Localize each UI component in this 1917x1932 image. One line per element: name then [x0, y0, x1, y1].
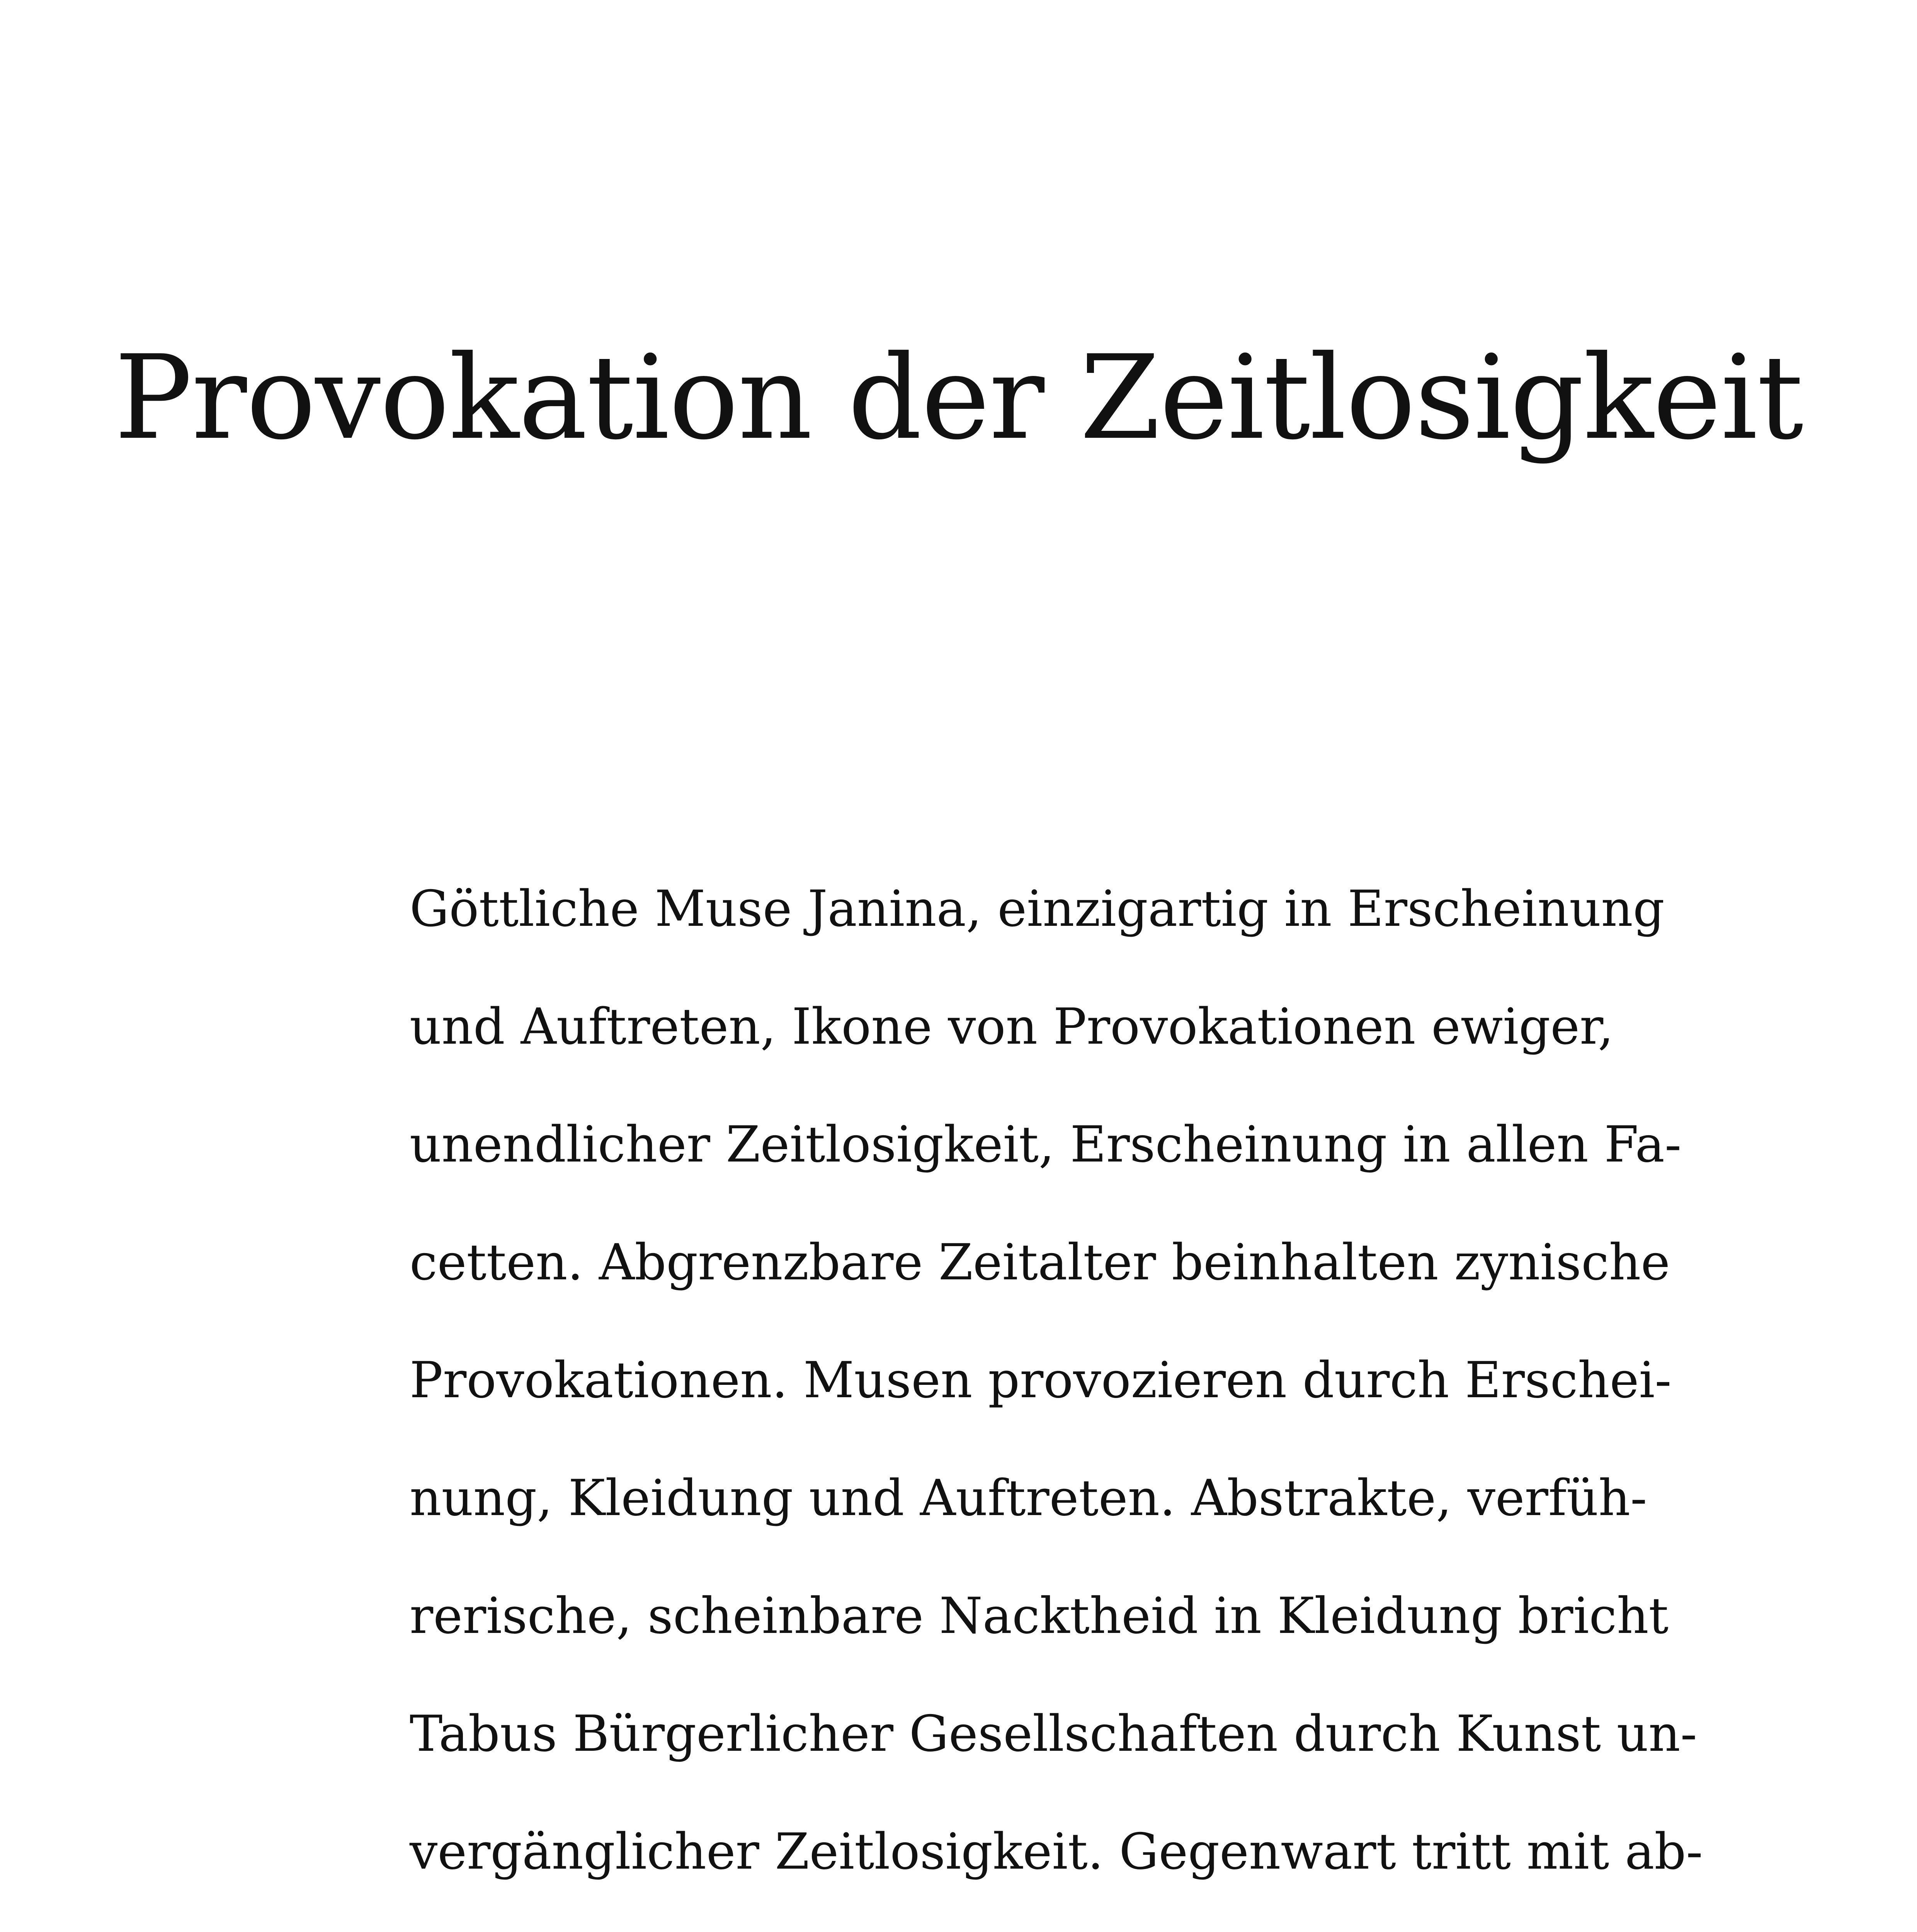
- paragraph-line: vergänglicher Zeitlosigkeit. Gegenwart tritt mit ab-: [410, 1823, 1703, 1881]
- paragraph-line: Tabus Bürgerlicher Gesellschaften durch Kunst un-: [410, 1705, 1697, 1763]
- paragraph-line: [410, 1911, 1538, 1932]
- page-title: Provokation der Zeitlosigkeit: [114, 330, 1803, 465]
- paragraph-line: cetten. Abgrenzbare Zeitalter beinhalten zynische: [410, 1234, 1670, 1291]
- paragraph-line: rerische, scheinbare Nacktheid in Kleidung bricht: [410, 1587, 1669, 1645]
- body-paragraph: [410, 850, 1703, 1932]
- paragraph-line: Göttliche Muse Janina, einzigartig in Erscheinung: [410, 880, 1665, 938]
- paragraph-line: nung, Kleidung und Auftreten. Abstrakte, verfüh-: [410, 1469, 1647, 1527]
- paragraph-line: und Auftreten, Ikone von Provokationen ewiger,: [410, 998, 1614, 1056]
- paragraph-line: unendlicher Zeitlosigkeit, Erscheinung in allen Fa-: [410, 1116, 1682, 1173]
- paragraph-line: Provokationen. Musen provozieren durch Erschei-: [410, 1352, 1672, 1409]
